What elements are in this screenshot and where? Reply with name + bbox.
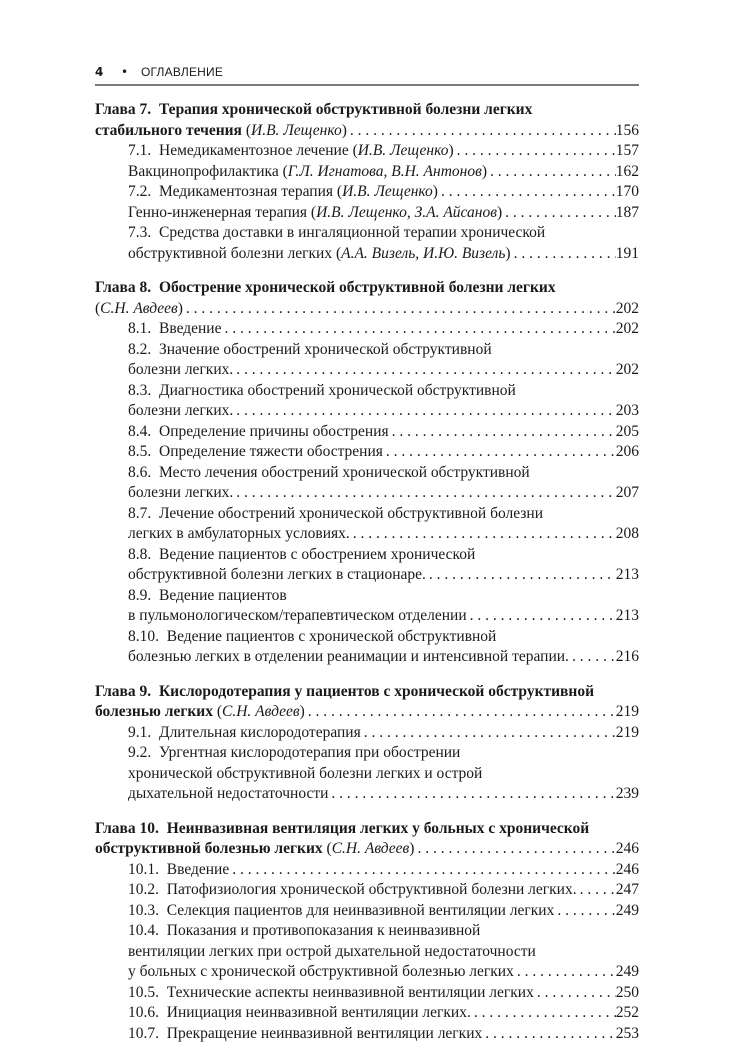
section-title-cont: болезнью легких в отделении реанимации и интенсивной терапии. — [128, 648, 569, 665]
section-number: 8.1. — [128, 320, 152, 337]
toc-entry-line1 — [128, 463, 639, 484]
section-title-cont: хронической обструктивной болезни легких и острой — [128, 764, 483, 782]
section-title: Место лечения обострений хронической обструктивной — [159, 463, 530, 481]
section-number: 8.7. — [128, 504, 152, 522]
leader-dots — [233, 360, 616, 381]
chapter-title-cont: обструктивной болезнью легких — [95, 840, 323, 857]
section-author: И.В. Лещенко — [357, 142, 449, 159]
chapter-10 — [95, 819, 639, 1045]
leader-dots — [233, 483, 616, 504]
running-head-title: ОГЛАВЛЕНИЕ — [141, 65, 224, 79]
leader-dots — [361, 723, 616, 744]
chapter-label: Глава 9. — [95, 682, 152, 700]
chapter-7 — [95, 100, 639, 264]
page-ref: 157 — [615, 142, 639, 159]
section-title: Определение тяжести обострения — [159, 443, 383, 460]
page-ref: 253 — [615, 1024, 639, 1042]
section-title-cont: вентиляции легких при острой дыхательной недостаточности — [128, 942, 536, 960]
chapter-title: Неинвазивная вентиляция легких у больных с хронической — [166, 819, 590, 837]
page-ref: 216 — [615, 648, 639, 665]
toc-entry-line1 — [128, 921, 639, 942]
chapter-author: И.В. Лещенко — [251, 121, 342, 139]
section-number: 8.2. — [128, 340, 152, 358]
leader-dots — [482, 1024, 616, 1045]
section-title: Значение обострений хронической обструктивной — [159, 340, 492, 358]
toc-entry[interactable]: 7.2. Медикаментозная терапия (И.В. Лещенко) . . . 170 — [128, 182, 639, 203]
page-ref: 206 — [615, 443, 639, 460]
chapter-author: С.Н. Авдеев — [222, 703, 300, 720]
chapter-author: С.Н. Авдеев — [100, 299, 178, 317]
leader-dots — [233, 401, 616, 422]
toc-entry-line2 — [128, 942, 639, 963]
toc-entry[interactable] — [128, 962, 639, 983]
toc-entry[interactable]: (С.Н. Авдеев) . . . 202 — [95, 299, 639, 320]
leader-dots — [514, 962, 616, 983]
toc-entry[interactable] — [128, 442, 639, 463]
toc-entry[interactable] — [128, 360, 639, 381]
leader-dots — [221, 319, 615, 340]
toc-entry[interactable] — [128, 524, 639, 545]
section-number: 8.8. — [128, 545, 152, 563]
page-ref: 219 — [615, 723, 639, 741]
section-title-cont: в пульмонологическом/терапевтическом отделении — [128, 607, 467, 624]
toc-entry[interactable] — [128, 880, 639, 901]
section-title-cont: обструктивной болезни легких в стационаре. — [128, 566, 426, 583]
toc-entry[interactable] — [128, 606, 639, 627]
section-author: И.В. Лещенко, З.А. Айсанов — [316, 203, 497, 221]
section-title: Генно-инженерная терапия — [128, 203, 308, 221]
page-ref: 249 — [615, 963, 639, 980]
leader-dots — [383, 442, 616, 463]
section-author: И.В. Лещенко — [342, 183, 433, 200]
section-title: Инициация неинвазивной вентиляции легких. — [166, 1004, 471, 1021]
running-head — [95, 62, 639, 82]
toc-entry-line1 — [128, 504, 639, 525]
section-title: Средства доставки в ингаляционной терапии хронической — [159, 224, 546, 241]
section-title-cont: болезни легких. — [128, 484, 234, 501]
table-of-contents — [95, 100, 639, 1044]
chapter-title-cont: болезнью легких — [95, 703, 213, 720]
section-title: Длительная кислородотерапия — [159, 723, 361, 741]
toc-entry[interactable]: Вакцинопрофилактика (Г.Л. Игнатова, В.Н. Антонов) . . . 162 — [128, 162, 639, 183]
chapter-title: Терапия хронической обструктивной болезни легких — [158, 101, 533, 118]
toc-entry-line1 — [128, 545, 639, 566]
page-ref: 202 — [615, 320, 639, 337]
section-number: 8.4. — [128, 422, 152, 440]
page-ref: 213 — [615, 566, 639, 583]
toc-entry[interactable] — [128, 1003, 639, 1024]
chapter-title-cont: стабильного течения — [95, 121, 242, 139]
section-number: 8.6. — [128, 463, 152, 481]
chapter-title-line — [95, 100, 639, 121]
leader-dots — [350, 524, 616, 545]
bullet-icon: • — [121, 65, 129, 79]
section-title: Ведение пациентов — [159, 586, 287, 604]
leader-dots — [467, 606, 616, 627]
leader-dots — [347, 121, 616, 142]
chapter-title: Обострение хронической обструктивной болезни легких — [158, 279, 556, 296]
page-ref: 246 — [615, 860, 639, 878]
leader-dots — [487, 162, 616, 183]
section-author: А.А. Визель, И.Ю. Визель — [341, 244, 506, 262]
section-number: 7.2. — [128, 183, 152, 200]
section-title: Технические аспекты неинвазивной вентиляции легких — [166, 983, 534, 1001]
toc-entry-line1 — [128, 340, 639, 361]
section-number: 10.1. — [128, 860, 159, 878]
section-title-cont: легких в амбулаторных условиях. — [128, 525, 350, 542]
toc-entry-line1 — [128, 223, 639, 244]
leader-dots — [554, 901, 615, 922]
section-number: 8.3. — [128, 381, 152, 399]
section-title: Ведение пациентов с обострением хронической — [159, 545, 476, 563]
section-number: 8.9. — [128, 586, 152, 604]
leader-dots — [183, 299, 616, 320]
toc-entry[interactable] — [128, 860, 639, 881]
page-ref: 202 — [615, 299, 639, 317]
leader-dots — [471, 1003, 616, 1024]
toc-entry[interactable] — [128, 401, 639, 422]
chapter-title: Кислородотерапия у пациентов с хронической обструктивной — [158, 682, 595, 700]
header-rule — [95, 84, 639, 86]
section-title-cont: болезни легких. — [128, 361, 234, 378]
section-number: 10.4. — [128, 922, 159, 939]
toc-entry[interactable]: Генно-инженерная терапия (И.В. Лещенко, З.А. Айсанов) . . . 187 — [128, 203, 639, 224]
chapter-label: Глава 10. — [95, 819, 159, 837]
section-number: 7.1. — [128, 142, 152, 159]
page-ref: 205 — [615, 422, 639, 440]
chapter-label: Глава 8. — [95, 279, 152, 296]
toc-entry[interactable] — [128, 784, 639, 805]
section-title: Селекция пациентов для неинвазивной вентиляции легких — [166, 901, 555, 919]
chapter-title-line — [95, 278, 639, 299]
page-ref: 202 — [615, 361, 639, 378]
page-ref: 246 — [615, 840, 639, 857]
page-ref: 170 — [615, 183, 639, 200]
toc-entry[interactable] — [128, 319, 639, 340]
leader-dots — [328, 784, 615, 805]
section-title-cont: обструктивной болезни легких — [128, 244, 333, 262]
page-ref: 247 — [615, 881, 639, 898]
section-number: 10.2. — [128, 881, 159, 898]
section-title: Медикаментозная терапия — [159, 183, 334, 200]
toc-entry[interactable]: болезнью легких (С.Н. Авдеев) . . . 219 — [95, 702, 639, 723]
toc-entry-line1 — [128, 627, 639, 648]
section-number: 10.3. — [128, 901, 159, 919]
page-ref: 191 — [615, 244, 639, 262]
page-ref: 213 — [615, 607, 639, 624]
chapter-title-line — [95, 819, 639, 840]
section-title-cont: у больных с хронической обструктивной болезнью легких — [128, 963, 514, 980]
page-ref: 187 — [615, 203, 639, 221]
chapter-author: С.Н. Авдеев — [331, 840, 410, 857]
toc-entry[interactable]: обструктивной болезни легких (А.А. Визель, И.Ю. Визель) . . . 191 — [128, 244, 639, 265]
chapter-8 — [95, 278, 639, 668]
page-ref: 156 — [615, 121, 639, 139]
leader-dots — [569, 647, 616, 668]
section-author: Г.Л. Игнатова, В.Н. Антонов — [287, 162, 482, 180]
leader-dots — [426, 565, 616, 586]
page-ref: 249 — [615, 901, 639, 919]
section-title: Диагностика обострений хронической обструктивной — [159, 381, 516, 399]
section-number: 9.1. — [128, 723, 152, 741]
toc-entry-line1 — [128, 743, 639, 764]
section-title-cont: дыхательной недостаточности — [128, 785, 329, 802]
section-title: Лечение обострений хронической обструктивной болезни — [159, 504, 544, 522]
section-title: Введение — [166, 860, 230, 878]
section-title: Показания и противопоказания к неинвазивной — [166, 922, 481, 939]
page-ref: 250 — [615, 983, 639, 1001]
section-title: Ургентная кислородотерапия при обострении — [159, 744, 461, 761]
section-number: 10.7. — [128, 1024, 159, 1042]
leader-dots — [305, 702, 616, 723]
toc-entry-line2 — [128, 764, 639, 785]
toc-entry[interactable] — [128, 422, 639, 443]
leader-dots — [229, 860, 616, 881]
section-number: 8.10. — [128, 627, 159, 645]
section-number: 7.3. — [128, 224, 152, 241]
leader-dots — [577, 880, 616, 901]
page-ref: 252 — [615, 1004, 639, 1021]
leader-dots — [389, 422, 616, 443]
section-title: Ведение пациентов с хронической обструктивной — [166, 627, 497, 645]
section-title: Вакцинопрофилактика — [128, 162, 279, 180]
chapter-title-line — [95, 682, 639, 703]
toc-entry[interactable] — [128, 565, 639, 586]
page-ref: 208 — [615, 525, 639, 542]
page-ref: 239 — [615, 785, 639, 802]
page-ref: 207 — [615, 484, 639, 501]
toc-entry-line1 — [128, 381, 639, 402]
section-title: Патофизиология хронической обструктивной болезни легких. — [166, 881, 577, 898]
section-number: 8.5. — [128, 443, 152, 460]
chapter-label: Глава 7. — [95, 101, 152, 118]
toc-entry[interactable] — [128, 901, 639, 922]
toc-entry[interactable] — [128, 483, 639, 504]
page-ref: 203 — [615, 402, 639, 419]
toc-entry-line1 — [128, 586, 639, 607]
toc-entry[interactable]: стабильного течения (И.В. Лещенко) . . . 156 — [95, 121, 639, 142]
section-title: Прекращение неинвазивной вентиляции легких — [166, 1024, 483, 1042]
leader-dots — [454, 141, 616, 162]
leader-dots — [438, 182, 616, 203]
toc-entry[interactable] — [128, 647, 639, 668]
toc-entry[interactable] — [128, 723, 639, 744]
toc-entry[interactable]: обструктивной болезнью легких (С.Н. Авдеев) . . . 246 — [95, 839, 639, 860]
page-number: 4 — [95, 65, 104, 79]
section-title: Определение причины обострения — [159, 422, 389, 440]
toc-entry[interactable]: 7.1. Немедикаментозное лечение (И.В. Лещенко) . . . 157 — [128, 141, 639, 162]
chapter-9 — [95, 682, 639, 805]
document-page — [95, 62, 639, 1058]
section-title: Введение — [159, 320, 222, 337]
section-title: Немедикаментозное лечение — [159, 142, 349, 159]
section-number: 9.2. — [128, 744, 152, 761]
leader-dots — [502, 203, 616, 224]
section-number: 10.6. — [128, 1004, 159, 1021]
leader-dots — [414, 839, 615, 860]
page-ref: 219 — [615, 703, 639, 720]
page-ref: 162 — [615, 162, 639, 180]
section-number: 10.5. — [128, 983, 159, 1001]
section-title-cont: болезни легких. — [128, 402, 234, 419]
leader-dots — [511, 244, 616, 265]
toc-entry[interactable] — [128, 1024, 639, 1045]
